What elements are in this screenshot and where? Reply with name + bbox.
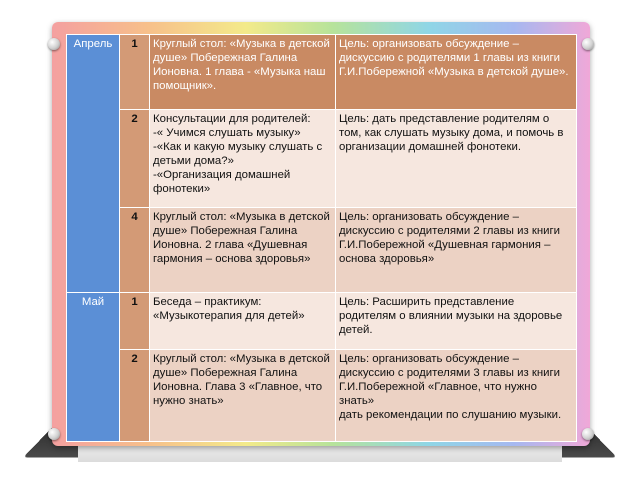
event-goal: Цель: Расширить представление родителям о влиянии музыки на здоровье детей.	[336, 293, 577, 350]
pin-icon-bottom-right	[582, 428, 594, 440]
event-goal: Цель: организовать обсуждение – дискуссию с родителями 1 главы из книги Г.И.Побережной «Музыка в детской душе».	[336, 35, 577, 110]
pin-icon-top-left	[48, 38, 60, 50]
table-row	[67, 35, 577, 110]
event-number: 4	[120, 207, 150, 292]
pin-icon-bottom-left	[48, 428, 60, 440]
event-number: 2	[120, 110, 150, 208]
pin-icon-top-right	[582, 38, 594, 50]
event-number: 1	[120, 35, 150, 110]
month-cell-april: Апрель	[67, 35, 120, 293]
event-goal: Цель: организовать обсуждение – дискуссию с родителями 2 главы из книги Г.И.Побережной «Душевная гармония – основа здоровья»	[336, 207, 577, 292]
event-number: 1	[120, 293, 150, 350]
event-form: Круглый стол: «Музыка в детской душе» Побережная Галина Ионовна. 1 глава - «Музыка наш помощник».	[150, 35, 336, 110]
event-form: Круглый стол: «Музыка в детской душе» Побережная Галина Ионовна. Глава 3 «Главное, что нужно знать»	[150, 350, 336, 442]
month-cell-may: Май	[67, 293, 120, 442]
event-form: Беседа – практикум: «Музыкотерапия для детей»	[150, 293, 336, 350]
event-form: Круглый стол: «Музыка в детской душе» Побережная Галина Ионовна. 2 глава «Душевная гармония – основа здоровья»	[150, 207, 336, 292]
event-goal: Цель: организовать обсуждение – дискуссию с родителями 3 главы из книги Г.И.Побережной «Главное, что нужно знать» дать рекомендации по слушанию музыки.	[336, 350, 577, 442]
event-form: Консультации для родителей: -« Учимся слушать музыку» -«Как и какую музыку слушать с детьми дома?» -«Организация домашней фонотеки»	[150, 110, 336, 208]
events-table	[66, 34, 577, 442]
event-number: 2	[120, 350, 150, 442]
table-row	[67, 350, 577, 442]
event-goal: Цель: дать представление родителям о том, как слушать музыку дома, и помочь в организации домашней фонотеки.	[336, 110, 577, 208]
table-row	[67, 110, 577, 208]
table-row	[67, 207, 577, 292]
table-row	[67, 293, 577, 350]
